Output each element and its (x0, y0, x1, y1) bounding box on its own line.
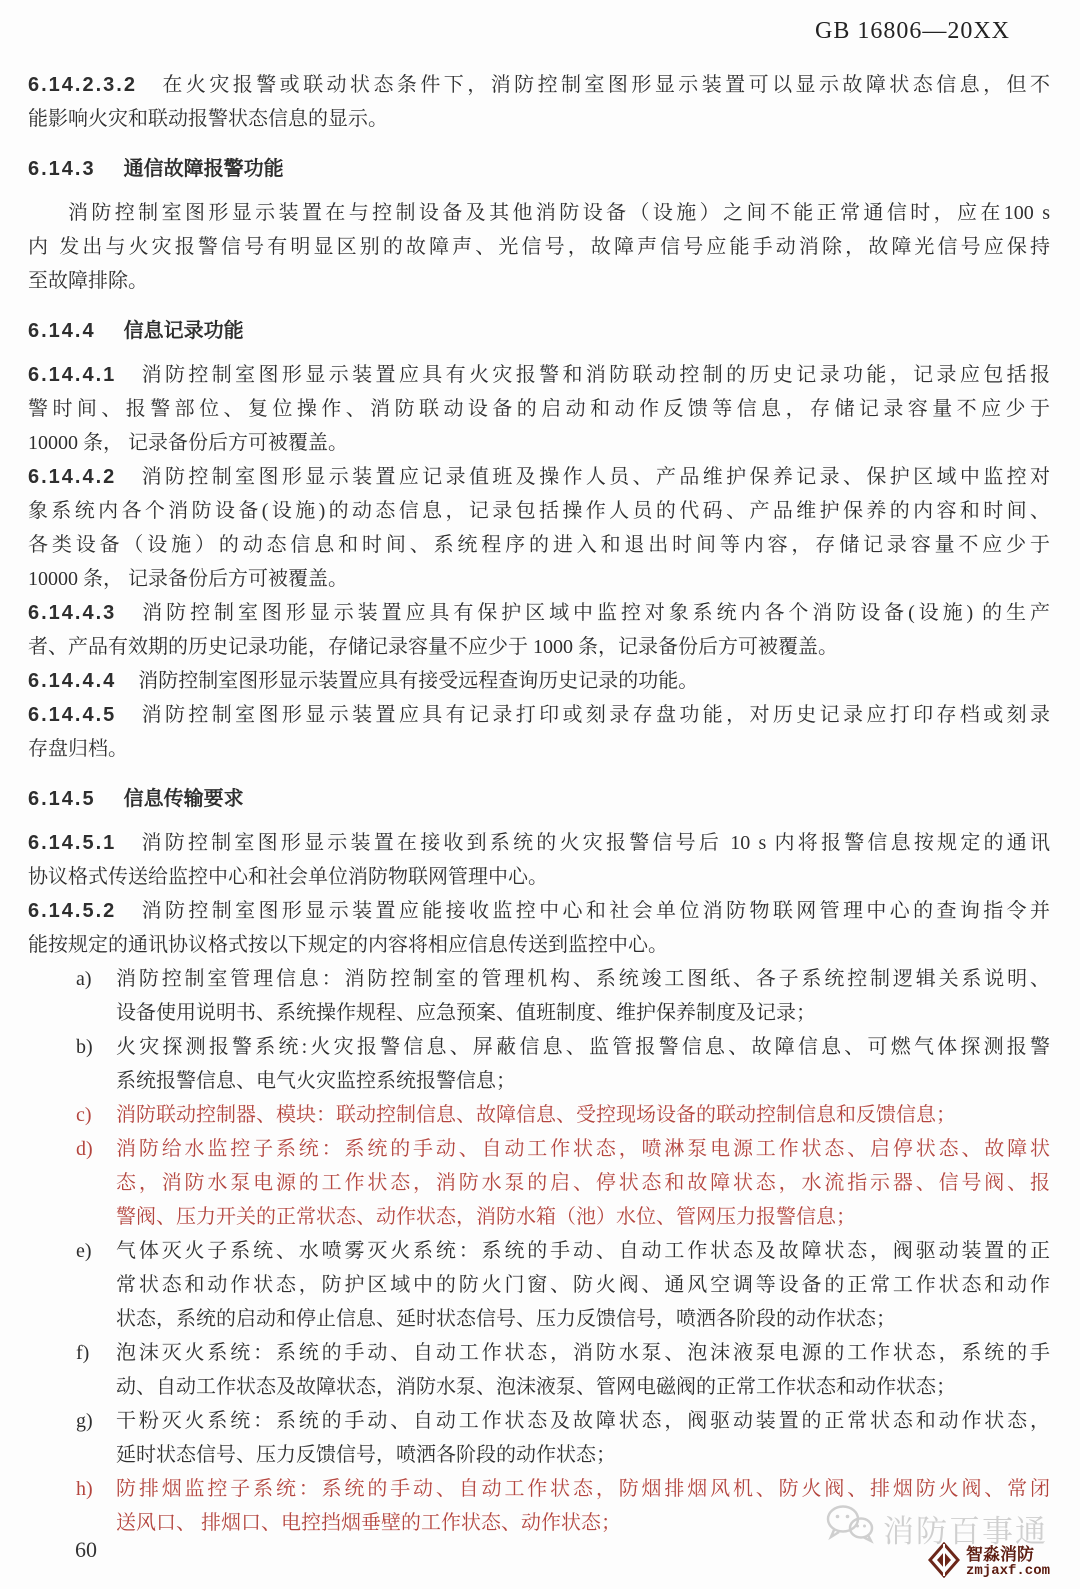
clause-6-14-4-3 (28, 596, 1050, 664)
list-body (116, 1234, 1050, 1336)
text-line: 干粉灭火系统：系统的手动、自动工作状态及故障状态，阀驱动装置的正常状态和动作状态， (116, 1410, 1050, 1432)
text-line: 防排烟监控子系统：系统的手动、自动工作状态，防烟排烟风机、防火阀、排烟防火阀、常闭 (116, 1478, 1050, 1500)
standard-number: GB 16806—20XX (814, 18, 1010, 44)
text-line: 系统报警信息、电气火灾监控系统报警信息； (116, 1070, 516, 1092)
list-body (116, 1336, 1050, 1404)
text-line: 能按规定的通讯协议格式按以下规定的内容将相应信息传送到监控中心。 (28, 934, 668, 956)
section-heading-6-14-3 (28, 152, 1050, 186)
clause-text: 消防控制室图形显示装置应具有接受远程查询历史记录的功能。 (138, 670, 699, 692)
text-line: 警时间、报警部位、复位操作、消防联动设备的启动和动作反馈等信息，存储记录容量不应少于 (28, 398, 1050, 420)
text-line: 各类设备（设施）的动态信息和时间、系统程序的进入和退出时间等内容，存储记录容量不应少于 (28, 534, 1050, 556)
list-label: e) (76, 1240, 92, 1262)
clause-6-14-5-2 (28, 894, 1050, 962)
brand-logo-icon (927, 1542, 961, 1583)
clause-text: 消防控制室图形显示装置在接收到系统的火灾报警信号后 10 s 内将报警信息按规定的通讯 (138, 832, 1050, 854)
clause-text: 消防控制室图形显示装置应能接收监控中心和社会单位消防物联网管理中心的查询指令并 (138, 900, 1050, 922)
brand-url: zmjaxf.com (965, 1563, 1050, 1580)
text-line: 动、自动工作状态及故障状态，消防水泵、泡沫液泵、管网电磁阀的正常工作状态和动作状态； (116, 1376, 956, 1398)
list-label: c) (76, 1104, 92, 1126)
text-line: 象系统内各个消防设备(设施)的动态信息，记录包括操作人员的代码、产品维护保养的内容和时间、 (28, 500, 1050, 522)
list-item-c (76, 1098, 1050, 1132)
clause-6-14-2-3-2 (28, 68, 1050, 136)
text-line: 消防控制室图形显示装置在与控制设备及其他消防设备（设施）之间不能正常通信时，应在100 s (68, 202, 1050, 224)
list-item-f (76, 1336, 1050, 1404)
text-line: 协议格式传送给监控中心和社会单位消防物联网管理中心。 (28, 866, 548, 888)
section-heading-6-14-5 (28, 782, 1050, 816)
heading-number: 6.14.3 (28, 158, 96, 180)
clause-text: 消防控制室图形显示装置应具有保护区域中监控对象系统内各个消防设备(设施) 的生产 (138, 602, 1050, 624)
clause-text: 在火灾报警或联动状态条件下，消防控制室图形显示装置可以显示故障状态信息，但不 (158, 74, 1050, 96)
clause-number: 6.14.5.2 (28, 900, 117, 922)
clause-6-14-5-1 (28, 826, 1050, 894)
text-line: 常状态和动作状态，防护区域中的防火门窗、防火阀、通风空调等设备的正常工作状态和动作 (116, 1274, 1050, 1296)
heading-title: 通信故障报警功能 (123, 158, 284, 180)
clause-number: 6.14.5.1 (28, 832, 117, 854)
text-line: 警阀、压力开关的正常状态、动作状态，消防水箱（池）水位、管网压力报警信息； (116, 1206, 856, 1228)
text-line (28, 596, 1050, 630)
clause-number: 6.14.4.2 (28, 466, 117, 488)
list-item-b (76, 1030, 1050, 1098)
text-line: 10000 条， 记录备份后方可被覆盖。 (28, 568, 348, 590)
text-line: 火灾探测报警系统:火灾报警信息、屏蔽信息、监管报警信息、故障信息、可燃气体探测报警 (116, 1036, 1050, 1058)
brand-text (966, 1546, 1050, 1579)
clause-6-14-4-2 (28, 460, 1050, 596)
list-item-e (76, 1234, 1050, 1336)
clause-number: 6.14.4.1 (28, 364, 117, 386)
text-line: 延时状态信号、压力反馈信号，喷洒各阶段的动作状态； (116, 1444, 616, 1466)
clause-text: 消防控制室图形显示装置应具有火灾报警和消防联动控制的历史记录功能，记录应包括报 (138, 364, 1050, 386)
text-line (28, 698, 1050, 732)
clause-6-14-4-4 (28, 664, 1050, 698)
text-line: 消防给水监控子系统：系统的手动、自动工作状态，喷淋泵电源工作状态、启停状态、故障状 (116, 1138, 1050, 1160)
list-body (116, 962, 1050, 1030)
text-line: 设备使用说明书、系统操作规程、应急预案、值班制度、维护保养制度及记录； (116, 1002, 816, 1024)
text-line: 状态，系统的启动和停止信息、延时状态信号、压力反馈信号，喷洒各阶段的动作状态； (116, 1308, 896, 1330)
text-line (28, 68, 1050, 102)
clause-number: 6.14.4.4 (28, 670, 117, 692)
heading-title: 信息传输要求 (123, 788, 244, 810)
clause-number: 6.14.4.3 (28, 602, 117, 624)
text-line: 内 发出与火灾报警信号有明显区别的故障声、光信号，故障声信号应能手动消除，故障光信号应保持 (28, 236, 1050, 258)
para-communication-fault (28, 196, 1050, 298)
text-line (28, 460, 1050, 494)
text-line: 消防联动控制器、模块：联动控制信息、故障信息、受控现场设备的联动控制信息和反馈信息； (116, 1104, 956, 1126)
list-body (116, 1404, 1050, 1472)
text-line: 态，消防水泵电源的工作状态，消防水泵的启、停状态和故障状态，水流指示器、信号阀、报 (116, 1172, 1050, 1194)
heading-number: 6.14.4 (28, 320, 96, 342)
list-label: b) (76, 1036, 93, 1058)
page-number: 60 (75, 1537, 97, 1562)
list-item-g (76, 1404, 1050, 1472)
clause-text: 消防控制室图形显示装置应记录值班及操作人员、产品维护保养记录、保护区域中监控对 (138, 466, 1050, 488)
text-line: 至故障排除。 (28, 270, 148, 292)
section-heading-6-14-4 (28, 314, 1050, 348)
text-line (28, 826, 1050, 860)
text-line (28, 358, 1050, 392)
wechat-icon (823, 1503, 875, 1553)
text-line: 泡沫灭火系统：系统的手动、自动工作状态，消防水泵、泡沫液泵电源的工作状态，系统的手 (116, 1342, 1050, 1364)
watermark-brand (927, 1542, 1050, 1583)
clause-text: 消防控制室图形显示装置应具有记录打印或刻录存盘功能，对历史记录应打印存档或刻录 (138, 704, 1050, 726)
heading-number: 6.14.5 (28, 788, 96, 810)
brand-name: 智淼消防 (965, 1545, 1034, 1565)
text-line: 消防控制室管理信息：消防控制室的管理机构、系统竣工图纸、各子系统控制逻辑关系说明、 (116, 968, 1050, 990)
page-body (28, 68, 1050, 1540)
list-body (116, 1098, 1050, 1132)
text-line (28, 894, 1050, 928)
clause-number: 6.14.2.3.2 (28, 74, 137, 96)
text-line: 能影响火灾和联动报警状态信息的显示。 (28, 108, 388, 130)
text-line: 气体灭火子系统、水喷雾灭火系统：系统的手动、自动工作状态及故障状态，阀驱动装置的正 (116, 1240, 1050, 1262)
list-item-d (76, 1132, 1050, 1234)
list-item-a (76, 962, 1050, 1030)
list-label: d) (76, 1138, 93, 1160)
text-line: 存盘归档。 (28, 738, 128, 760)
watermark-label: 消防百事通 (883, 1513, 1048, 1549)
text-line: 10000 条， 记录备份后方可被覆盖。 (28, 432, 348, 454)
list-label: a) (76, 968, 92, 990)
clause-6-14-4-1 (28, 358, 1050, 460)
list-body (116, 1132, 1050, 1234)
list-body (116, 1030, 1050, 1098)
text-line: 者、产品有效期的历史记录功能，存储记录容量不应少于 1000 条，记录备份后方可被覆盖。 (28, 636, 838, 658)
clause-6-14-4-5 (28, 698, 1050, 766)
list-label: h) (76, 1478, 93, 1500)
list-label: f) (76, 1342, 90, 1364)
clause-number: 6.14.4.5 (28, 704, 117, 726)
text-line (28, 664, 1050, 698)
heading-title: 信息记录功能 (123, 320, 244, 342)
list-label: g) (76, 1410, 93, 1432)
text-line: 送风口、 排烟口、电控挡烟垂壁的工作状态、动作状态； (116, 1512, 621, 1534)
